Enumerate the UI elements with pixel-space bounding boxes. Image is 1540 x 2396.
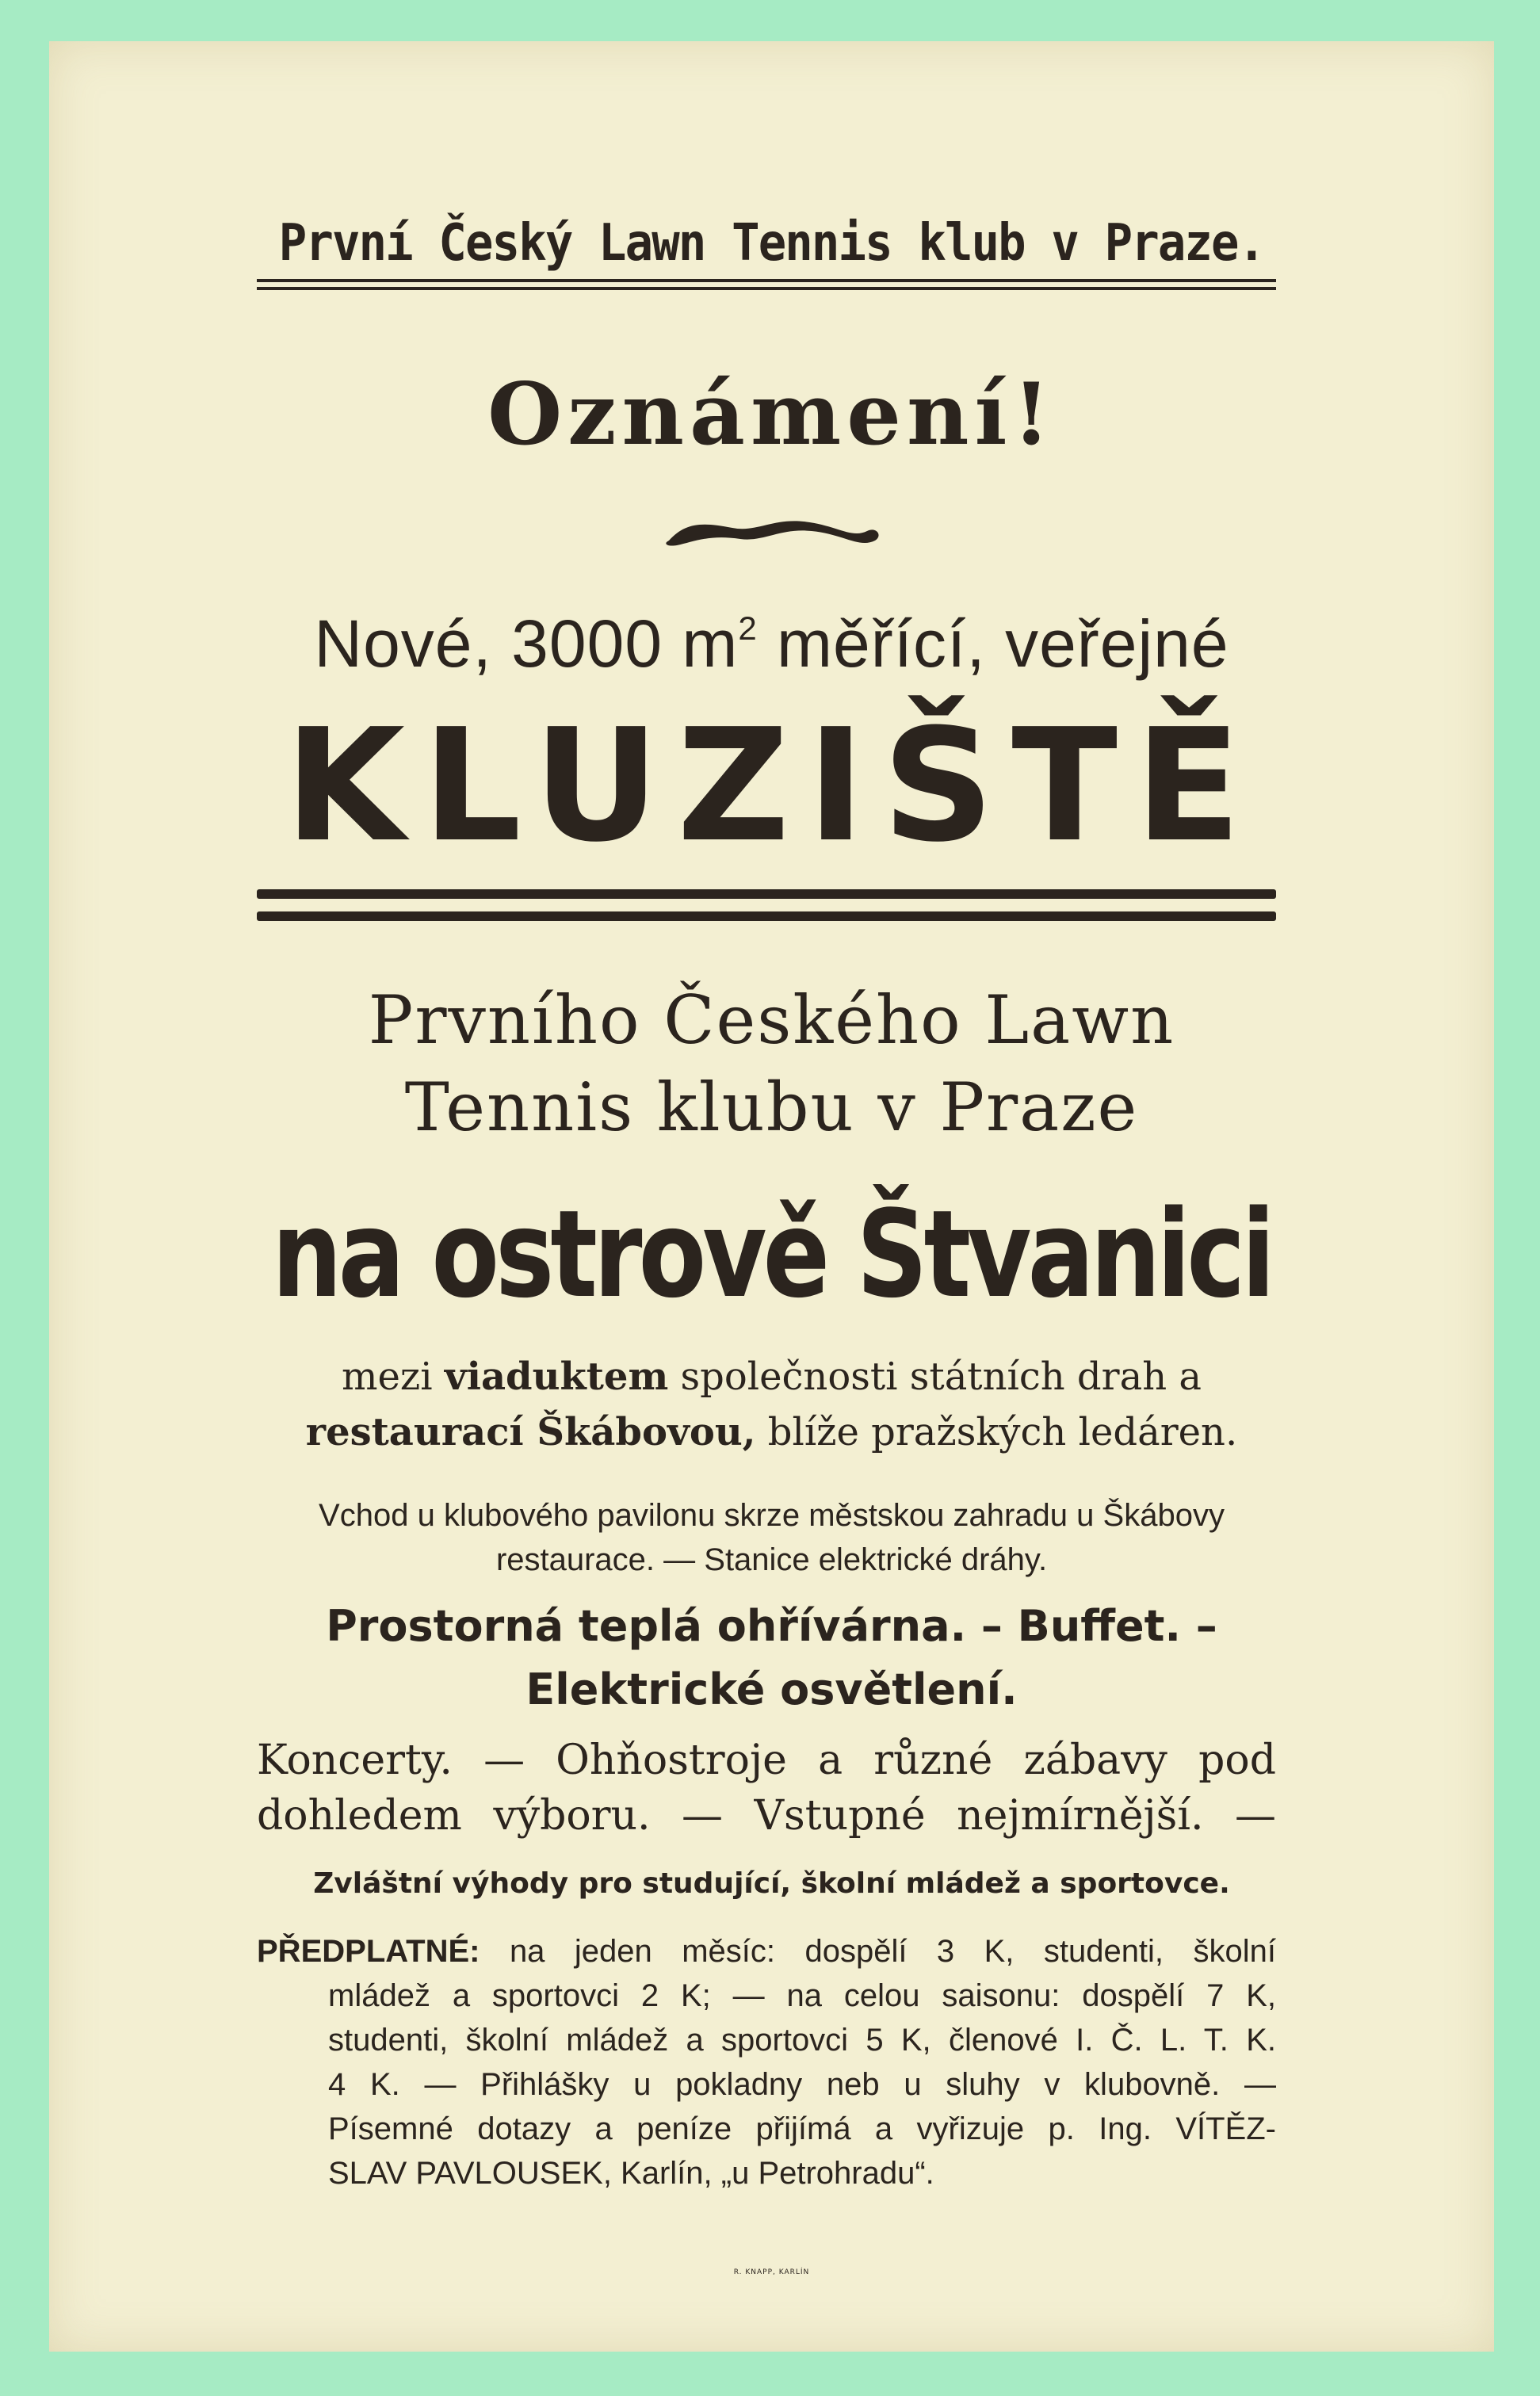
- header-rule-bottom: [257, 287, 1276, 290]
- entrance-line2: restaurace. — Stanice elektrické dráhy.: [495, 1542, 1048, 1577]
- amenities-line1: Prostorná teplá ohřívárna. – Buffet. –: [326, 1601, 1217, 1651]
- subscription-label: PŘEDPLATNÉ:: [257, 1934, 480, 1969]
- location-line2: [49, 1404, 1494, 1460]
- location-description: [49, 1349, 1494, 1460]
- ornament-flourish-icon: [653, 507, 891, 555]
- amenities-info: [49, 1595, 1494, 1722]
- entrance-info: [49, 1493, 1494, 1582]
- subscription-info: [257, 1929, 1276, 2195]
- location-l1-c: společnosti státních drah a: [668, 1355, 1202, 1399]
- amenities-line2: Elektrické osvětlení.: [525, 1664, 1018, 1714]
- entertainment-line1: Koncerty. — Ohňostroje a různé zábavy pod: [257, 1737, 1276, 1784]
- entrance-line1: Vchod u klubového pavilonu skrze městskou zahradu u Škábovy: [319, 1498, 1225, 1533]
- subscription-line5: Písemné dotazy a peníze přijímá a vyřizuje p. Ing. VÍTĚZ-: [328, 2111, 1276, 2146]
- subscription-line3: studenti, školní mládež a sportovci 5 K, členové I. Č. L. T. K.: [328, 2023, 1276, 2058]
- club-subtitle-line1: Prvního Českého Lawn: [368, 981, 1175, 1059]
- square-meter-sup: 2: [738, 610, 758, 647]
- new-rink-line: [49, 606, 1494, 682]
- advantages-note: Zvláštní výhody pro studující, školní mládež a sportovce.: [313, 1867, 1230, 1900]
- entertainment-info: [257, 1733, 1276, 1844]
- poster-sheet: [49, 41, 1494, 2352]
- location-line1: [49, 1349, 1494, 1404]
- subscription-line1-rest: na jeden měsíc: dospělí 3 K, studenti, školní: [480, 1934, 1276, 1969]
- subscription-line6: SLAV PAVLOUSEK, Karlín, „u Petrohradu“.: [328, 2156, 934, 2191]
- club-subtitle: [49, 976, 1494, 1151]
- rink-title: KLUZIŠTĚ: [285, 696, 1259, 877]
- new-rink-before: Nové, 3000 m: [314, 606, 739, 681]
- title-rule-top: [257, 889, 1276, 899]
- location-l1-a: mezi: [341, 1355, 445, 1399]
- location-l2-b: blíže pražských ledáren.: [755, 1410, 1238, 1454]
- header-rule-top: [257, 279, 1276, 282]
- subscription-line1: [257, 1929, 1276, 1974]
- subscription-line2: mládež a sportovci 2 K; — na celou saisonu: dospělí 7 K,: [328, 1978, 1276, 2013]
- entertainment-line2: dohledem výboru. — Vstupné nejmírnější. —: [257, 1792, 1276, 1840]
- club-subtitle-line2: Tennis klubu v Praze: [404, 1068, 1139, 1146]
- title-rule-bottom: [257, 911, 1276, 921]
- location-l1-b: viaduktem: [444, 1355, 669, 1399]
- announcement-heading: Oznámení!: [487, 365, 1056, 464]
- location-l2-a: restaurací Škábovou,: [305, 1410, 756, 1454]
- club-header: První Český Lawn Tennis klub v Praze.: [278, 214, 1265, 273]
- location-heading: na ostrově Štvanici: [271, 1184, 1272, 1324]
- new-rink-after: měřící, veřejné: [757, 606, 1229, 681]
- printer-mark: R. KNAPP, KARLÍN: [733, 2268, 810, 2276]
- subscription-line4: 4 K. — Přihlášky u pokladny neb u sluhy v klubovně. —: [328, 2067, 1276, 2102]
